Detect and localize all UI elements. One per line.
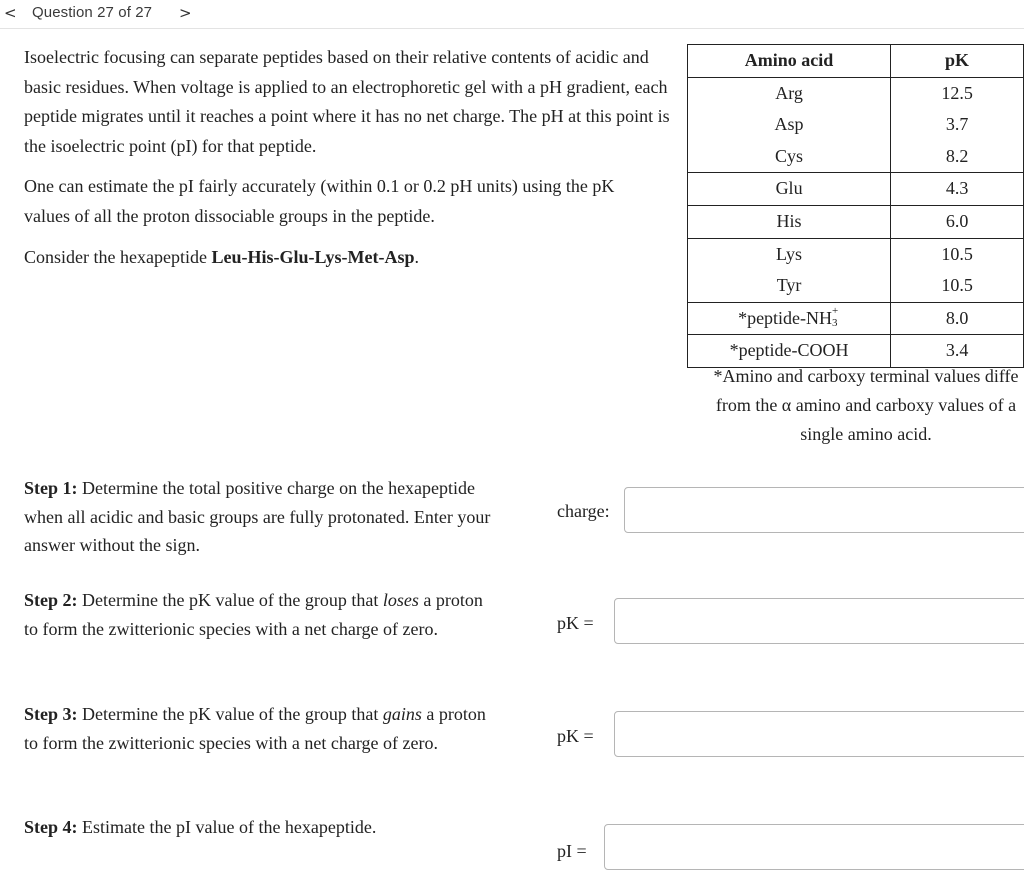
pk-cell: 4.3 bbox=[891, 173, 1024, 206]
amino-acid-cell: His bbox=[688, 205, 891, 238]
table-row bbox=[688, 270, 1024, 302]
footnote-line: single amino acid. bbox=[800, 424, 932, 444]
step-1-text: Determine the total positive charge on the hexapeptide when all acidic and basic groups are fully protonated. Enter your answer without the sign. bbox=[24, 478, 491, 555]
pk-cell: 8.0 bbox=[891, 302, 1024, 335]
pk-cell: 10.5 bbox=[891, 238, 1024, 270]
table-footnote bbox=[690, 362, 1024, 449]
footnote-line: from the α amino and carboxy values of a bbox=[715, 395, 1017, 415]
step-4-text: Estimate the pI value of the hexapeptide. bbox=[82, 817, 377, 837]
step-1-prompt bbox=[24, 474, 494, 560]
pk-values-table bbox=[687, 44, 1024, 368]
pk-loses-input[interactable] bbox=[614, 598, 1024, 644]
intro-paragraph-hexapeptide bbox=[24, 243, 664, 273]
pk-cell: 6.0 bbox=[891, 205, 1024, 238]
step-4-prompt bbox=[24, 813, 494, 842]
pk-gains-input[interactable] bbox=[614, 711, 1024, 757]
step-3-label: Step 3: bbox=[24, 704, 78, 724]
table-row bbox=[688, 238, 1024, 270]
table-row bbox=[688, 205, 1024, 238]
hexapeptide-prefix: Consider the hexapeptide bbox=[24, 247, 212, 267]
pi-input[interactable] bbox=[604, 824, 1024, 870]
next-question-icon[interactable]: > bbox=[179, 4, 192, 22]
hexapeptide-sequence: Leu-His-Glu-Lys-Met-Asp bbox=[211, 247, 415, 267]
previous-question-icon[interactable]: < bbox=[4, 4, 17, 22]
header-amino-acid: Amino acid bbox=[688, 45, 891, 78]
table-row bbox=[688, 302, 1024, 335]
amino-acid-cell: Tyr bbox=[688, 270, 891, 302]
step-2-label: Step 2: bbox=[24, 590, 78, 610]
table-row bbox=[688, 77, 1024, 109]
step-3-emphasis: gains bbox=[382, 704, 422, 724]
footnote-line: *Amino and carboxy terminal values diffe bbox=[713, 366, 1019, 386]
intro-paragraph-pk-estimate: One can estimate the pI fairly accurately (within 0.1 or 0.2 pH units) using the pK values of all the proton dissociable groups in the peptide. bbox=[24, 176, 615, 226]
pk-cell: 3.7 bbox=[891, 109, 1024, 141]
pk-cell: 8.2 bbox=[891, 141, 1024, 173]
pk-cell: 10.5 bbox=[891, 270, 1024, 302]
amino-acid-cell: Cys bbox=[688, 141, 891, 173]
amino-acid-cell: Arg bbox=[688, 77, 891, 109]
table-header-row bbox=[688, 45, 1024, 78]
amino-acid-cell: Lys bbox=[688, 238, 891, 270]
amino-acid-cell: Glu bbox=[688, 173, 891, 206]
question-counter: Question 27 of 27 bbox=[32, 4, 153, 21]
amino-acid-cell: *peptide-NH + 3 bbox=[688, 302, 891, 335]
pk-loses-label: pK = bbox=[557, 613, 594, 633]
step-2-prompt bbox=[24, 586, 494, 643]
table-row bbox=[688, 141, 1024, 173]
step-4-label: Step 4: bbox=[24, 817, 78, 837]
table-row bbox=[688, 173, 1024, 206]
amino-acid-cell: Asp bbox=[688, 109, 891, 141]
intro-paragraph-isoelectric: Isoelectric focusing can separate peptides based on their relative contents of acidic and basic residues. When voltage is applied to an electrophoretic gel with a pH gradient, each peptide migrates until it reaches a point where it has no net charge. The pH at this point is the isoelectric point (pI) for that peptide. bbox=[24, 47, 670, 156]
pk-cell: 3.4 bbox=[891, 335, 1024, 368]
peptide-nh3-label: *peptide-NH bbox=[738, 307, 833, 328]
question-nav-bar bbox=[0, 0, 1024, 29]
step-1-label: Step 1: bbox=[24, 478, 78, 498]
step-3-prompt bbox=[24, 700, 494, 757]
charge-input[interactable] bbox=[624, 487, 1024, 533]
step-3-text-after: a proton to form the zwitterionic species with a net charge of zero. bbox=[24, 704, 486, 753]
pk-cell: 12.5 bbox=[891, 77, 1024, 109]
step-2-emphasis: loses bbox=[382, 590, 419, 610]
table-row bbox=[688, 109, 1024, 141]
pi-label: pI = bbox=[557, 841, 587, 861]
hexapeptide-suffix: . bbox=[414, 247, 419, 267]
charge-label: charge: bbox=[557, 501, 610, 521]
step-3-text-before: Determine the pK value of the group that bbox=[82, 704, 383, 724]
step-2-text-after: a proton to form the zwitterionic species with a net charge of zero. bbox=[24, 590, 483, 639]
step-2-text-before: Determine the pK value of the group that bbox=[82, 590, 383, 610]
pk-gains-label: pK = bbox=[557, 726, 594, 746]
amino-acid-cell: *peptide-COOH bbox=[688, 335, 891, 368]
header-pk: pK bbox=[891, 45, 1024, 78]
